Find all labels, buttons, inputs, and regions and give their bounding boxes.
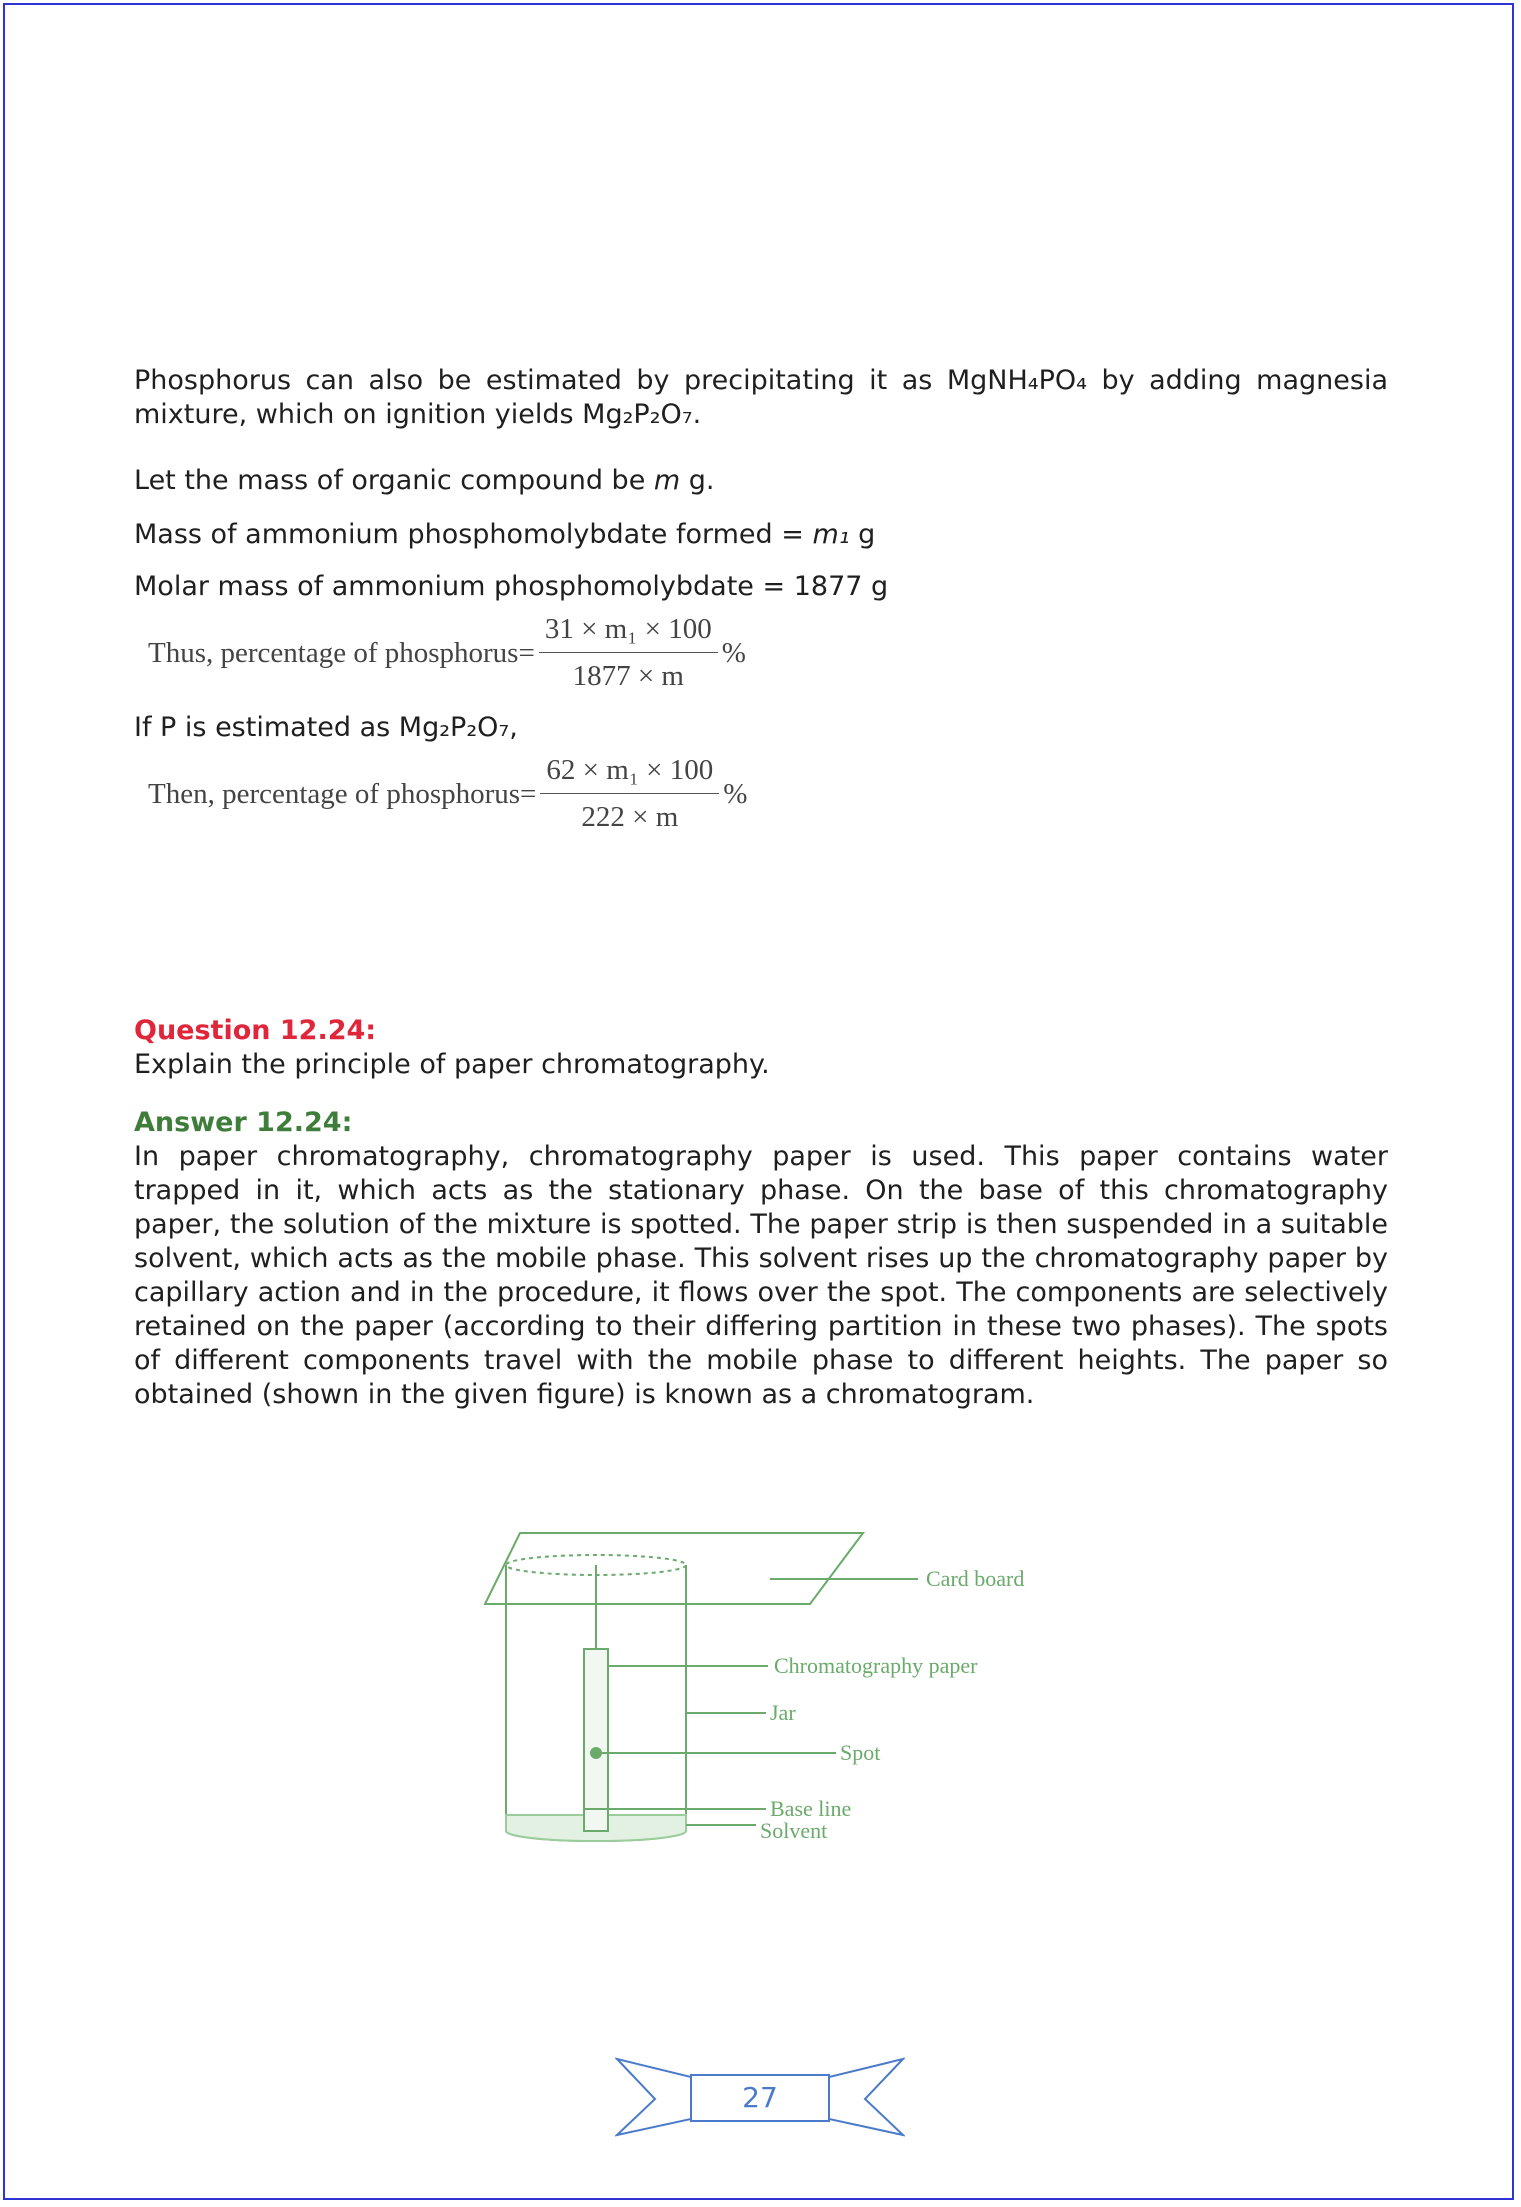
- ribbon-left-tail: [617, 2059, 691, 2135]
- apm-mass-var: m₁: [812, 519, 850, 550]
- answer-label: Answer 12.24:: [134, 1107, 353, 1138]
- formula-then-fraction: [540, 753, 719, 834]
- formula-then-label: Then, percentage of phosphorus: [148, 777, 521, 810]
- ribbon-right-tail: [829, 2059, 903, 2135]
- formula-thus-denominator: 1877 × m: [572, 660, 684, 692]
- sample-spot: [590, 1747, 602, 1759]
- formula-then-unit: %: [723, 777, 748, 810]
- equals-sign: =: [520, 777, 537, 810]
- page-content: [134, 364, 1388, 1412]
- apm-mass-line: [134, 518, 1388, 552]
- label-card-board: Card board: [926, 1566, 1025, 1591]
- label-base-line: Base line: [770, 1796, 852, 1821]
- intro-line-2: mixture, which on ignition yields Mg₂P₂O₇.: [134, 399, 702, 430]
- given-mass-var: m: [653, 465, 681, 496]
- formula-thus-fraction: [539, 612, 718, 693]
- label-spot: Spot: [840, 1740, 881, 1765]
- question-label: Question 12.24:: [134, 1015, 377, 1046]
- apm-mass-prefix: Mass of ammonium phosphomolybdate formed =: [134, 519, 813, 550]
- card-board-shape: [485, 1533, 863, 1604]
- question-text: Explain the principle of paper chromatography.: [134, 1049, 770, 1080]
- formula-then-numerator: 62 × m₁ × 100: [540, 753, 719, 794]
- formula-thus: [148, 612, 1388, 693]
- formula-then-denominator: 222 × m: [581, 801, 679, 833]
- molar-mass-line: Molar mass of ammonium phosphomolybdate = 1877 g: [134, 571, 889, 602]
- label-chromatography-paper: Chromatography paper: [774, 1653, 978, 1678]
- equals-sign: =: [518, 636, 535, 669]
- chromatography-figure: [470, 1525, 1070, 1865]
- paper-strip: [584, 1649, 608, 1831]
- answer-text: In paper chromatography, chromatography paper is used. This paper contains water trapped in it, which acts as the stationary phase. On the base of this chromatography paper, the solution of the mixture is spotted. The paper strip is then suspended in a suitable solvent, which acts as the mobile phase. This solvent rises up the chromatography paper by capillary action and in the procedure, it flows over the spot. The components are selectively retained on the paper (according to their differing partition in these two phases). The spots of different components travel with the mobile phase to different heights. The paper so obtained (shown in the given figure) is known as a chromatogram.: [134, 1141, 1388, 1410]
- if-line: If P is estimated as Mg₂P₂O₇,: [134, 712, 518, 743]
- label-solvent: Solvent: [760, 1818, 828, 1843]
- formula-then: [148, 753, 1388, 834]
- label-jar: Jar: [770, 1700, 796, 1725]
- given-mass-suffix: g.: [680, 465, 715, 496]
- formula-thus-unit: %: [721, 636, 746, 669]
- formula-thus-label: Thus, percentage of phosphorus: [148, 636, 519, 669]
- page-number: 27: [742, 2081, 778, 2114]
- apm-mass-suffix: g: [849, 519, 876, 550]
- given-mass-line: [134, 464, 1388, 498]
- given-mass-prefix: Let the mass of organic compound be: [134, 465, 654, 496]
- intro-line-1: Phosphorus can also be estimated by precipitating it as MgNH₄PO₄ by adding magnesia: [134, 365, 1388, 396]
- formula-thus-numerator: 31 × m₁ × 100: [539, 612, 718, 653]
